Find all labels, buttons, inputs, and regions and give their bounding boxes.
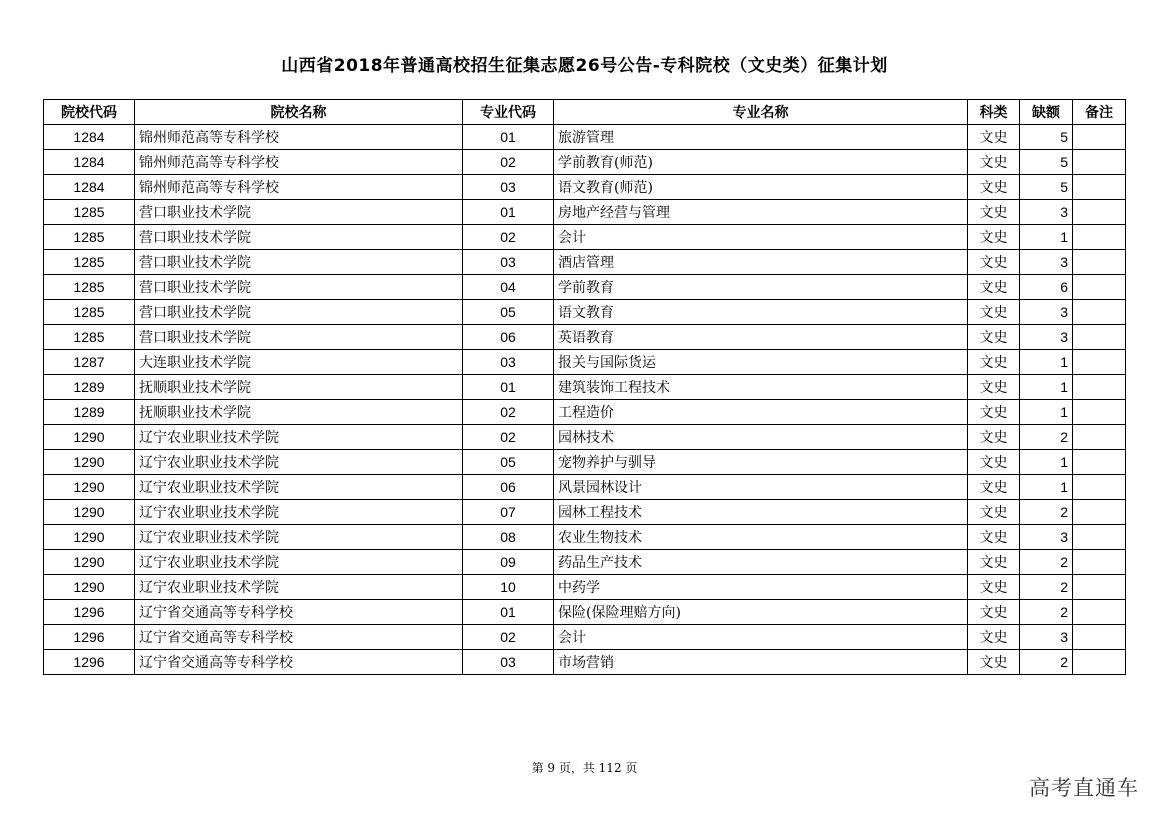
header-vacancies: 缺额 xyxy=(1020,100,1073,125)
cell-notes xyxy=(1073,500,1126,525)
cell-school-name: 辽宁农业职业技术学院 xyxy=(135,525,463,550)
cell-vacancies: 3 xyxy=(1020,625,1073,650)
cell-school-code: 1287 xyxy=(44,350,135,375)
cell-category: 文史 xyxy=(968,375,1020,400)
cell-school-name: 营口职业技术学院 xyxy=(135,325,463,350)
cell-notes xyxy=(1073,400,1126,425)
cell-school-name: 辽宁农业职业技术学院 xyxy=(135,500,463,525)
cell-category: 文史 xyxy=(968,475,1020,500)
cell-major-code: 05 xyxy=(463,450,554,475)
cell-major-code: 02 xyxy=(463,400,554,425)
cell-major-code: 06 xyxy=(463,325,554,350)
table-row xyxy=(44,125,1126,150)
cell-category: 文史 xyxy=(968,200,1020,225)
cell-notes xyxy=(1073,575,1126,600)
cell-vacancies: 2 xyxy=(1020,650,1073,675)
table-row xyxy=(44,575,1126,600)
cell-notes xyxy=(1073,300,1126,325)
cell-major-name: 学前教育(师范) xyxy=(554,150,968,175)
cell-school-code: 1296 xyxy=(44,600,135,625)
cell-category: 文史 xyxy=(968,300,1020,325)
cell-school-name: 营口职业技术学院 xyxy=(135,300,463,325)
table-row xyxy=(44,600,1126,625)
cell-notes xyxy=(1073,375,1126,400)
cell-school-name: 营口职业技术学院 xyxy=(135,200,463,225)
cell-notes xyxy=(1073,550,1126,575)
cell-vacancies: 6 xyxy=(1020,275,1073,300)
cell-notes xyxy=(1073,525,1126,550)
cell-notes xyxy=(1073,425,1126,450)
cell-notes xyxy=(1073,350,1126,375)
cell-notes xyxy=(1073,600,1126,625)
cell-school-name: 锦州师范高等专科学校 xyxy=(135,150,463,175)
cell-major-code: 02 xyxy=(463,150,554,175)
cell-major-code: 02 xyxy=(463,425,554,450)
cell-major-name: 建筑装饰工程技术 xyxy=(554,375,968,400)
cell-notes xyxy=(1073,325,1126,350)
cell-major-name: 风景园林设计 xyxy=(554,475,968,500)
table-row xyxy=(44,425,1126,450)
cell-school-code: 1285 xyxy=(44,200,135,225)
cell-school-name: 锦州师范高等专科学校 xyxy=(135,175,463,200)
table-row xyxy=(44,525,1126,550)
cell-major-name: 语文教育 xyxy=(554,300,968,325)
cell-major-code: 01 xyxy=(463,200,554,225)
cell-school-name: 辽宁农业职业技术学院 xyxy=(135,425,463,450)
cell-school-name: 辽宁农业职业技术学院 xyxy=(135,575,463,600)
cell-vacancies: 3 xyxy=(1020,200,1073,225)
cell-notes xyxy=(1073,225,1126,250)
table-row xyxy=(44,350,1126,375)
cell-school-code: 1285 xyxy=(44,275,135,300)
cell-vacancies: 5 xyxy=(1020,150,1073,175)
cell-vacancies: 2 xyxy=(1020,600,1073,625)
cell-category: 文史 xyxy=(968,600,1020,625)
cell-major-name: 英语教育 xyxy=(554,325,968,350)
cell-major-code: 09 xyxy=(463,550,554,575)
cell-major-name: 中药学 xyxy=(554,575,968,600)
page-footer: 第 9 页，共 112 页 xyxy=(531,761,638,775)
table-row xyxy=(44,625,1126,650)
cell-vacancies: 1 xyxy=(1020,475,1073,500)
cell-category: 文史 xyxy=(968,400,1020,425)
cell-category: 文史 xyxy=(968,125,1020,150)
cell-school-name: 抚顺职业技术学院 xyxy=(135,400,463,425)
table-row xyxy=(44,400,1126,425)
cell-school-code: 1285 xyxy=(44,325,135,350)
cell-school-code: 1290 xyxy=(44,550,135,575)
header-major-code: 专业代码 xyxy=(463,100,554,125)
table-header-row xyxy=(44,100,1126,125)
cell-school-code: 1290 xyxy=(44,425,135,450)
table-row xyxy=(44,475,1126,500)
cell-school-code: 1296 xyxy=(44,625,135,650)
table-row xyxy=(44,450,1126,475)
cell-major-code: 03 xyxy=(463,175,554,200)
table-row xyxy=(44,325,1126,350)
cell-notes xyxy=(1073,625,1126,650)
cell-category: 文史 xyxy=(968,350,1020,375)
cell-school-code: 1296 xyxy=(44,650,135,675)
cell-major-name: 市场营销 xyxy=(554,650,968,675)
cell-school-name: 营口职业技术学院 xyxy=(135,250,463,275)
cell-major-code: 02 xyxy=(463,625,554,650)
header-notes: 备注 xyxy=(1073,100,1126,125)
cell-vacancies: 3 xyxy=(1020,325,1073,350)
cell-school-name: 辽宁省交通高等专科学校 xyxy=(135,650,463,675)
cell-notes xyxy=(1073,125,1126,150)
cell-category: 文史 xyxy=(968,500,1020,525)
header-major-name: 专业名称 xyxy=(554,100,968,125)
cell-school-code: 1290 xyxy=(44,525,135,550)
table-row xyxy=(44,300,1126,325)
cell-major-code: 03 xyxy=(463,350,554,375)
cell-major-code: 08 xyxy=(463,525,554,550)
cell-category: 文史 xyxy=(968,525,1020,550)
cell-major-code: 06 xyxy=(463,475,554,500)
table-row xyxy=(44,275,1126,300)
cell-vacancies: 1 xyxy=(1020,450,1073,475)
cell-notes xyxy=(1073,475,1126,500)
cell-school-name: 辽宁省交通高等专科学校 xyxy=(135,625,463,650)
cell-vacancies: 2 xyxy=(1020,500,1073,525)
cell-notes xyxy=(1073,450,1126,475)
cell-vacancies: 3 xyxy=(1020,300,1073,325)
cell-major-name: 保险(保险理赔方向) xyxy=(554,600,968,625)
cell-major-name: 会计 xyxy=(554,625,968,650)
cell-category: 文史 xyxy=(968,575,1020,600)
cell-category: 文史 xyxy=(968,425,1020,450)
cell-notes xyxy=(1073,250,1126,275)
cell-vacancies: 2 xyxy=(1020,425,1073,450)
cell-vacancies: 1 xyxy=(1020,350,1073,375)
table-row xyxy=(44,150,1126,175)
cell-notes xyxy=(1073,275,1126,300)
cell-school-code: 1284 xyxy=(44,175,135,200)
cell-school-name: 辽宁农业职业技术学院 xyxy=(135,450,463,475)
cell-category: 文史 xyxy=(968,175,1020,200)
table-row xyxy=(44,250,1126,275)
cell-major-code: 03 xyxy=(463,650,554,675)
table-row xyxy=(44,175,1126,200)
cell-category: 文史 xyxy=(968,275,1020,300)
cell-major-name: 语文教育(师范) xyxy=(554,175,968,200)
cell-notes xyxy=(1073,175,1126,200)
table-row xyxy=(44,650,1126,675)
cell-school-code: 1290 xyxy=(44,450,135,475)
cell-major-code: 03 xyxy=(463,250,554,275)
cell-school-name: 辽宁省交通高等专科学校 xyxy=(135,600,463,625)
table-row xyxy=(44,225,1126,250)
cell-category: 文史 xyxy=(968,325,1020,350)
cell-school-name: 大连职业技术学院 xyxy=(135,350,463,375)
cell-major-name: 学前教育 xyxy=(554,275,968,300)
cell-major-name: 园林技术 xyxy=(554,425,968,450)
cell-school-code: 1289 xyxy=(44,375,135,400)
cell-category: 文史 xyxy=(968,225,1020,250)
cell-vacancies: 2 xyxy=(1020,575,1073,600)
table-body xyxy=(44,125,1126,675)
cell-vacancies: 1 xyxy=(1020,225,1073,250)
cell-major-code: 05 xyxy=(463,300,554,325)
cell-major-code: 01 xyxy=(463,600,554,625)
cell-category: 文史 xyxy=(968,250,1020,275)
cell-vacancies: 1 xyxy=(1020,375,1073,400)
cell-category: 文史 xyxy=(968,150,1020,175)
cell-school-code: 1290 xyxy=(44,475,135,500)
cell-major-name: 会计 xyxy=(554,225,968,250)
cell-school-code: 1290 xyxy=(44,500,135,525)
cell-vacancies: 5 xyxy=(1020,175,1073,200)
cell-major-code: 04 xyxy=(463,275,554,300)
cell-major-name: 农业生物技术 xyxy=(554,525,968,550)
page-title: 山西省2018年普通高校招生征集志愿26号公告-专科院校（文史类）征集计划 xyxy=(281,56,888,76)
cell-school-code: 1290 xyxy=(44,575,135,600)
cell-major-code: 10 xyxy=(463,575,554,600)
cell-school-code: 1289 xyxy=(44,400,135,425)
cell-vacancies: 5 xyxy=(1020,125,1073,150)
cell-major-name: 工程造价 xyxy=(554,400,968,425)
cell-school-code: 1285 xyxy=(44,225,135,250)
cell-major-name: 药品生产技术 xyxy=(554,550,968,575)
cell-vacancies: 2 xyxy=(1020,550,1073,575)
cell-major-name: 园林工程技术 xyxy=(554,500,968,525)
cell-major-code: 01 xyxy=(463,125,554,150)
enrollment-plan-table xyxy=(43,99,1126,675)
header-school-name: 院校名称 xyxy=(135,100,463,125)
cell-category: 文史 xyxy=(968,550,1020,575)
cell-notes xyxy=(1073,150,1126,175)
header-school-code: 院校代码 xyxy=(44,100,135,125)
table-row xyxy=(44,550,1126,575)
header-category: 科类 xyxy=(968,100,1020,125)
cell-vacancies: 1 xyxy=(1020,400,1073,425)
table-row xyxy=(44,500,1126,525)
cell-vacancies: 3 xyxy=(1020,250,1073,275)
cell-school-code: 1285 xyxy=(44,250,135,275)
cell-school-name: 营口职业技术学院 xyxy=(135,275,463,300)
cell-category: 文史 xyxy=(968,650,1020,675)
cell-school-code: 1284 xyxy=(44,125,135,150)
cell-major-name: 宠物养护与驯导 xyxy=(554,450,968,475)
table-row xyxy=(44,200,1126,225)
cell-major-name: 报关与国际货运 xyxy=(554,350,968,375)
cell-major-code: 07 xyxy=(463,500,554,525)
cell-school-name: 辽宁农业职业技术学院 xyxy=(135,475,463,500)
cell-category: 文史 xyxy=(968,450,1020,475)
cell-major-code: 01 xyxy=(463,375,554,400)
cell-school-code: 1284 xyxy=(44,150,135,175)
cell-notes xyxy=(1073,200,1126,225)
cell-school-code: 1285 xyxy=(44,300,135,325)
table-row xyxy=(44,375,1126,400)
cell-major-name: 房地产经营与管理 xyxy=(554,200,968,225)
cell-school-name: 锦州师范高等专科学校 xyxy=(135,125,463,150)
cell-major-name: 酒店管理 xyxy=(554,250,968,275)
watermark: 高考直通车 xyxy=(1029,776,1139,800)
cell-school-name: 抚顺职业技术学院 xyxy=(135,375,463,400)
cell-notes xyxy=(1073,650,1126,675)
cell-major-name: 旅游管理 xyxy=(554,125,968,150)
cell-major-code: 02 xyxy=(463,225,554,250)
cell-school-name: 辽宁农业职业技术学院 xyxy=(135,550,463,575)
cell-school-name: 营口职业技术学院 xyxy=(135,225,463,250)
cell-vacancies: 3 xyxy=(1020,525,1073,550)
cell-category: 文史 xyxy=(968,625,1020,650)
